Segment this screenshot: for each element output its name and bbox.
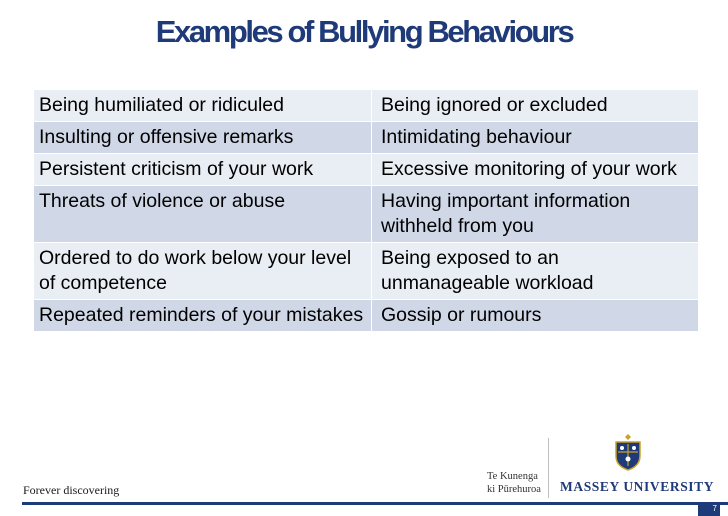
table-row xyxy=(34,243,699,300)
table-cell-right: Excessive monitoring of your work xyxy=(372,154,699,186)
page-number: 7 xyxy=(698,502,720,516)
footer-rule xyxy=(22,502,728,505)
table-row xyxy=(34,154,699,186)
table-cell-left: Repeated reminders of your mistakes xyxy=(34,300,372,332)
maori-name xyxy=(487,470,541,496)
university-name: MASSEY UNIVERSITY xyxy=(560,479,715,494)
footer-divider xyxy=(548,438,549,498)
footer-tagline: Forever discovering xyxy=(23,483,120,497)
table-row xyxy=(34,300,699,332)
table-row xyxy=(34,122,699,154)
table-cell-left: Insulting or offensive remarks xyxy=(34,122,372,154)
table-cell-right: Being exposed to an unmanageable workload xyxy=(372,243,699,300)
table-row xyxy=(34,90,699,122)
table-cell-right: Being ignored or excluded xyxy=(372,90,699,122)
maori-line-1: Te Kunenga xyxy=(487,471,538,482)
maori-line-2: ki Pūrehuroa xyxy=(487,484,541,495)
university-crest-icon xyxy=(613,432,643,472)
table-cell-left: Threats of violence or abuse xyxy=(34,186,372,243)
table-cell-right: Having important information withheld from you xyxy=(372,186,699,243)
table-cell-left: Being humiliated or ridiculed xyxy=(34,90,372,122)
table-cell-right: Gossip or rumours xyxy=(372,300,699,332)
table-cell-right: Intimidating behaviour xyxy=(372,122,699,154)
table-row xyxy=(34,186,699,243)
behaviours-table xyxy=(33,89,699,332)
table-cell-left: Persistent criticism of your work xyxy=(34,154,372,186)
slide-title: Examples of Bullying Behaviours xyxy=(155,14,573,49)
table-cell-left: Ordered to do work below your level of competence xyxy=(34,243,372,300)
